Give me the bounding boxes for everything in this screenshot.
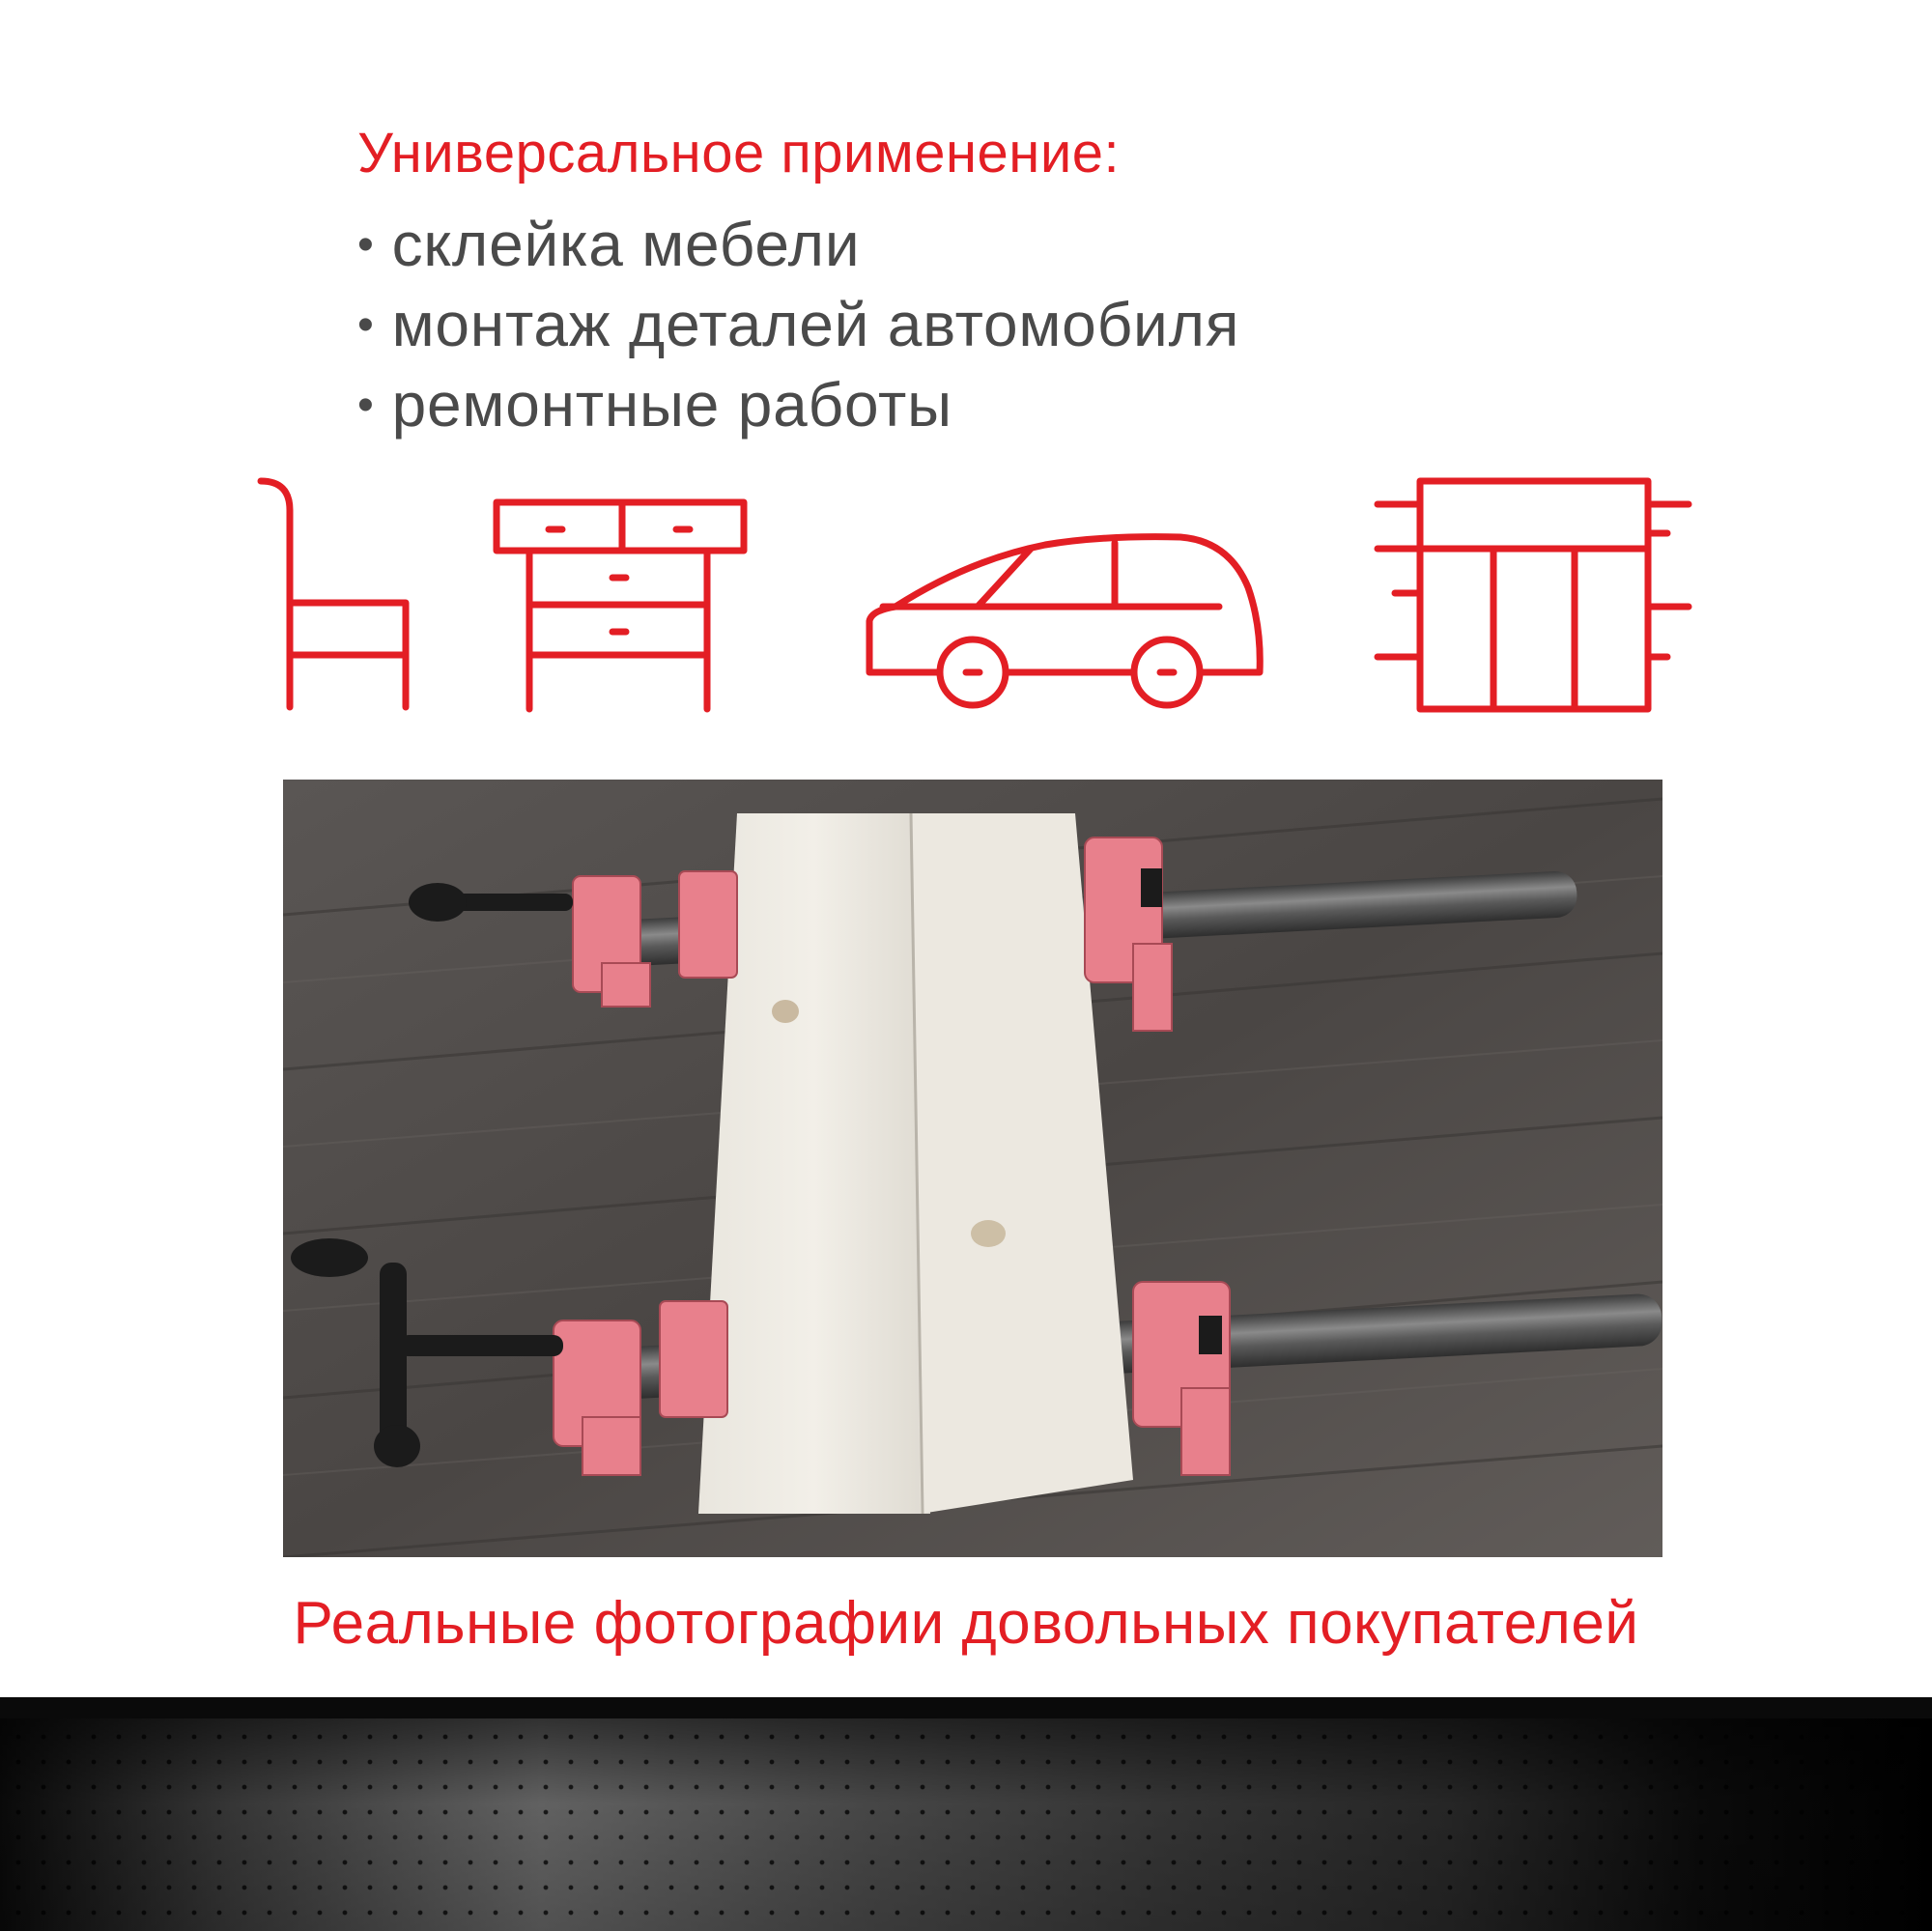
bullet-dot: • [357,219,375,270]
product-photo [283,780,1662,1557]
chair-icon [253,471,417,713]
car-icon [862,529,1271,715]
dresser-icon [491,497,750,715]
usage-item-furniture [357,205,1239,285]
photo-caption: Реальные фотографии довольных покупателей [293,1590,1639,1657]
footer-top-bar [0,1697,1932,1718]
bullet-dot: • [357,380,375,431]
usage-item-car [357,285,1239,365]
usage-item-label: монтаж деталей автомобиля [391,290,1240,359]
cabinet-icon [1372,475,1694,713]
section-heading: Универсальное применение: [357,122,1121,185]
bullet-dot: • [357,299,375,351]
usage-item-label: ремонтные работы [391,370,952,440]
usage-item-repair [357,365,1239,445]
usage-item-label: склейка мебели [391,210,861,279]
footer-band [0,1697,1932,1931]
usage-list [357,205,1239,445]
perforated-pattern [0,1718,1932,1931]
